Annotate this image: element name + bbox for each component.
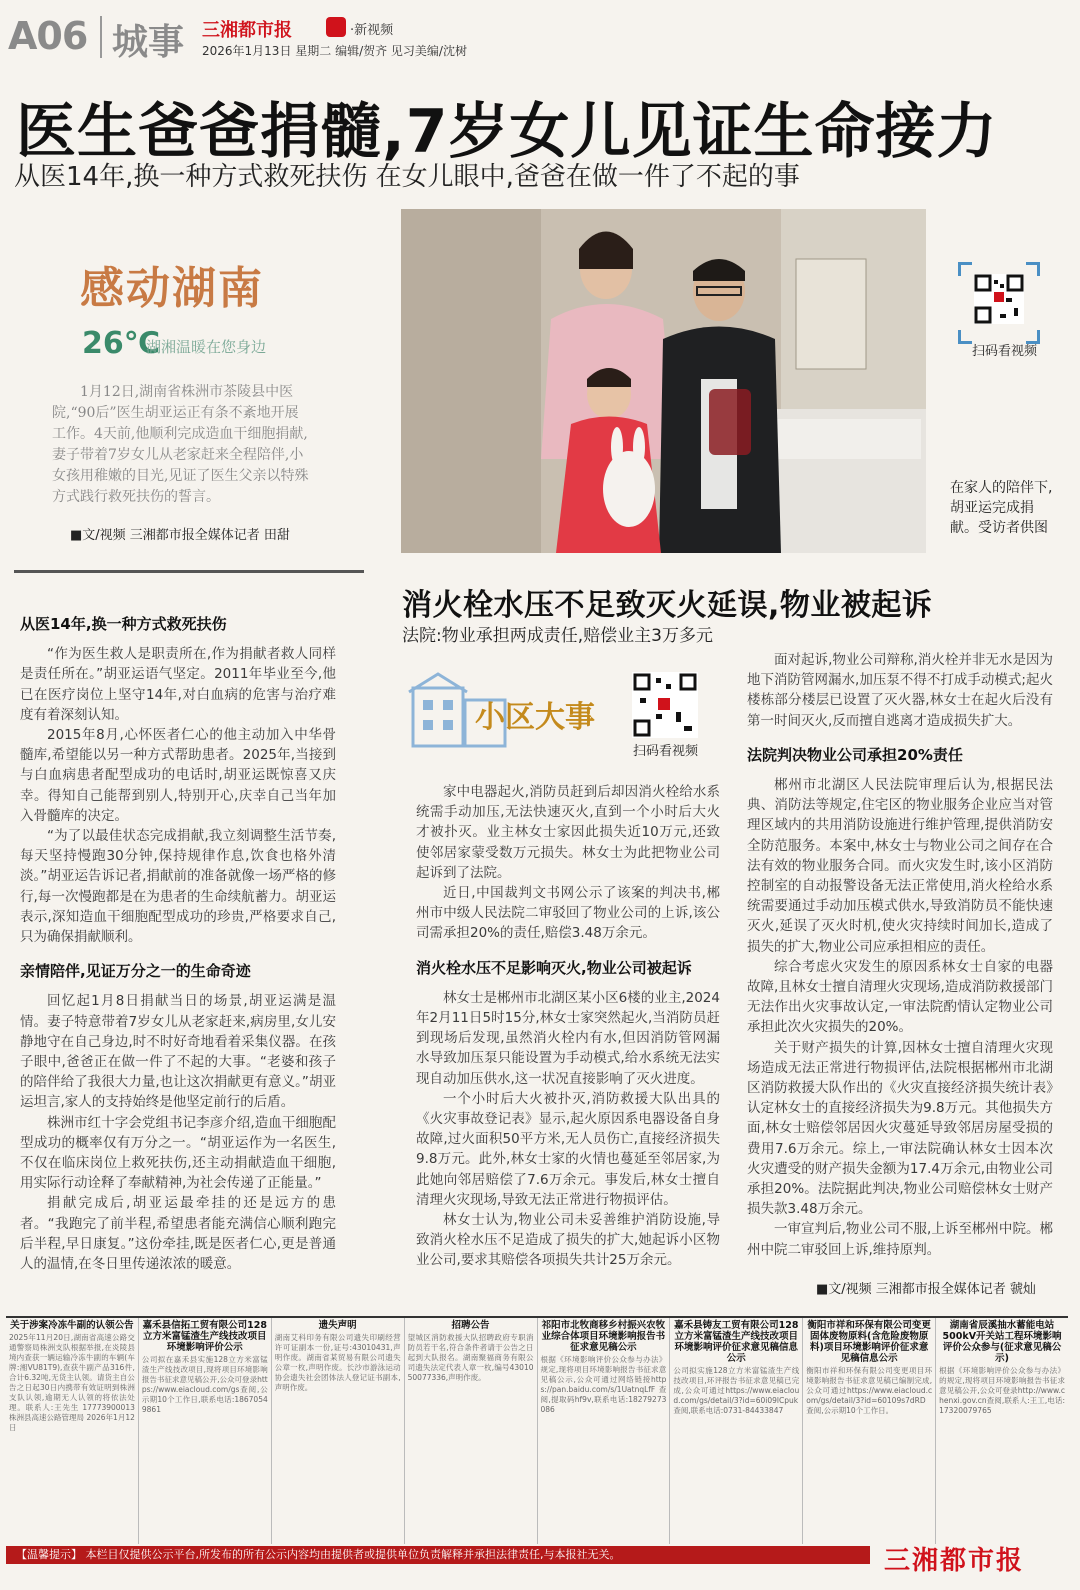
photo-caption: 在家人的陪伴下,胡亚运完成捐献。受访者供图 <box>950 480 1053 536</box>
paragraph: 郴州市北湖区人民法院审理后认为,根据民法典、消防法等规定,住宅区的物业服务企业应当对管理区域内的共用消防设施进行维护管理,提供消防安全防范服务。本案中,林女士与物业公司之间存在合法有效的物业服务合同。而火灾发生时,该小区消防控制室的自动报警设备无法正常使用,消火栓给水系统需要通过手动加压模式供水,导致消防员不能快速灭火,延误了灭火时机,使火灾持续时间加长,造成了损失的扩大,物业公司应承担相应的责任。 <box>747 777 1053 955</box>
section-title: 城事 <box>112 22 185 63</box>
classified-notice <box>272 1318 405 1544</box>
family-photo <box>401 209 926 553</box>
classified-body: 公司拟实施128立方米富锰渣生产线技改项目,环评报告书征求意见稿已完成,公众可通过https://www.eiacloud.com/gs/detail/3?id=60i09lCpuk查阅,联系电话:0731-84433847 <box>673 1366 800 1415</box>
subheading: 消火栓水压不足影响灭火,物业公司被起诉 <box>416 958 692 977</box>
classified-title: 湖南省辰溪抽水蓄能电站500kV开关站工程环境影响评价公众参与(征求意见稿公示) <box>942 1320 1062 1364</box>
paragraph: 林女士认为,物业公司未妥善维护消防设施,导致消火栓水压不足造成了损失的扩大,她起诉小区物业公司,要求其赔偿各项损失共计25万余元。 <box>416 1212 720 1269</box>
sub-headline: 从医14年,换一种方式救死扶伤 在女儿眼中,爸爸在做一件了不起的事 <box>14 162 800 192</box>
column-brand-title: 感动湖南 <box>80 263 264 314</box>
lead-paragraph: 1月12日,湖南省株洲市茶陵县中医院,“90后”医生胡亚运正有条不紊地开展工作。4天前,他顺利完成造血干细胞捐献,妻子带着7岁女儿从老家赶来全程陪伴,小女孩用稚嫩的目光,见证了医生父亲以特殊方式践行救死扶伤的誓言。 <box>52 384 309 505</box>
qr-code-icon[interactable] <box>958 262 1040 344</box>
column-brand-slogan: 湖湘温暖在您身边 <box>146 338 267 356</box>
classified-title: 嘉禾县信拓工贸有限公司128立方米富锰渣生产线技改项目环境影响评价公示 <box>142 1320 267 1353</box>
classified-body: 2025年11月20日,湖南省高速公路交通警察局株洲支队根据举报,在炎陵县境内查获一辆运输冷冻牛副的车辆(车牌:湘VU81T9),查获牛副产品316件,合计6.32吨,无货主认领。请货主自公告之日起30日内携带有效证明到株洲支队认领,逾期无人认领的将依法处理。联系人:王先生 17773900013 株洲县高速公路管理局 2026年1月12日 <box>9 1333 135 1432</box>
paragraph: 一审宣判后,物业公司不服,上诉至郴州中院。郴州中院二审驳回上诉,维持原判。 <box>747 1221 1053 1258</box>
column-rule <box>14 570 364 573</box>
left-article-body <box>20 614 336 1274</box>
article2-body-right <box>747 650 1053 1260</box>
qr-label: 扫码看视频 <box>972 344 1038 359</box>
classified-title: 遗失声明 <box>318 1320 357 1331</box>
column-brand-temperature: 26℃ <box>82 326 161 361</box>
article-headline: 消火栓水压不足致灭火延误,物业被起诉 <box>402 588 933 623</box>
masthead-divider <box>100 16 102 58</box>
classified-title: 衡阳市祥和环保有限公司变更固体废物原料(含危险废物原料)项目环境影响评价征求意见稿信息公示 <box>807 1320 931 1364</box>
article-subheadline: 法院:物业承担两成责任,赔偿业主3万多元 <box>402 626 713 646</box>
classified-body: 衡阳市祥和环保有限公司变更项目环境影响报告书征求意见稿已编制完成,公众可通过https://www.eiacloud.com/gs/detail/3?id=60109s7dRD查阅,公示期10个工作日。 <box>806 1366 933 1415</box>
classified-body: 公司拟在嘉禾县实施128立方米富锰渣生产线技改项目,现将项目环境影响报告书征求意见稿公开,公众可登录https://www.eiacloud.com/gs查阅,公示期10个工作日,联系电话:18670549861 <box>141 1355 268 1414</box>
paragraph: 株洲市红十字会党组书记李彦介绍,造血干细胞配型成功的概率仅有万分之一。“胡亚运作为一名医生,不仅在临床岗位上救死扶伤,还主动捐献造血干细胞,用实际行动诠释了奉献精神,为社会传递了正能量。” <box>20 1114 336 1192</box>
classified-notice <box>936 1318 1068 1544</box>
subheading: 亲情陪伴,见证万分之一的生命奇迹 <box>20 962 251 981</box>
community-column-brand <box>405 670 605 750</box>
paragraph: 2015年8月,心怀医者仁心的他主动加入中华骨髓库,希望能以另一种方式帮助患者。2025年,当接到与白血病患者配型成功的电话时,胡亚运既惊喜又庆幸。得知自己能帮到别人,特别开心,庆幸自己当年加入骨髓库的决定。 <box>20 727 336 824</box>
page-number: A06 <box>8 14 88 58</box>
paragraph: 面对起诉,物业公司辩称,消火栓并非无水是因为地下消防管网漏水,加压泵不得不打成手动模式;起火楼栋部分楼层已设置了灭火器,林女士在起火后没有第一时间灭火,反而擅自逃离才造成损失扩大。 <box>747 652 1053 729</box>
paper-brand: 三湘都市报 <box>202 20 292 41</box>
classified-title: 关于涉案冷冻牛副的认领公告 <box>10 1320 134 1331</box>
paragraph: 捐献完成后,胡亚运最牵挂的还是远方的患者。“我跑完了前半程,希望患者能充满信心顺利跑完后半程,早日康复。”这份牵挂,既是医者仁心,更是普通人的温情,在冬日里传递浓浓的暖意。 <box>20 1195 336 1273</box>
article2-body-middle <box>416 782 720 1271</box>
video-brand: ·新视频 <box>350 23 394 38</box>
paragraph: 近日,中国裁判文书网公示了该案的判决书,郴州市中级人民法院二审驳回了物业公司的上诉,该公司需承担20%的责任,赔偿3.48万余元。 <box>416 885 720 942</box>
community-column-title: 小区大事 <box>475 700 595 735</box>
paragraph: 林女士是郴州市北湖区某小区6楼的业主,2024年2月11日5时15分,林女士家突然起火,当消防员赶到现场后发现,虽然消火栓内有水,但因消防管网漏水导致加压泵只能设置为手动模式,给水系统无法实现自动加压供水,这一状况直接影响了灭火进度。 <box>416 989 720 1087</box>
classified-notice <box>670 1318 803 1544</box>
classified-body: 湖南艾科印务有限公司遗失印刷经营许可证副本一份,证号:43010431,声明作废。湖南省某贸易有限公司遗失公章一枚,声明作废。长沙市游泳运动协会遗失社会团体法人登记证书副本,声明作废。 <box>274 1333 401 1392</box>
classified-body: 根据《环境影响评价公众参与办法》的规定,现将项目环境影响报告书征求意见稿公开,公众可登录http://www.chenxi.gov.cn查阅,联系人:王工,电话:17320079765 <box>939 1366 1065 1415</box>
paragraph: 家中电器起火,消防员赶到后却因消火栓给水系统需手动加压,无法快速灭火,直到一个小时后大火才被扑灭。业主林女士家因此损失近10万元,还致使邻居家蒙受数万元损失。林女士为此把物业公司起诉到了法院。 <box>416 784 720 881</box>
newsapp-logo-icon <box>326 17 346 37</box>
qr-label: 扫码看视频 <box>633 744 699 759</box>
classified-title: 祁阳市北牧商移乡村振兴农牧业综合体项目环境影响报告书征求意见稿公示 <box>541 1320 666 1353</box>
classifieds-strip <box>6 1316 1068 1544</box>
disclaimer-banner: 【温馨提示】 本栏目仅提供公示平台,所发布的所有公示内容均由提供者或提供单位负责解释并承担法律责任,与本报社无关。 <box>6 1546 870 1564</box>
paragraph: 回忆起1月8日捐献当日的场景,胡亚运满是温情。妻子特意带着7岁女儿从老家赶来,病房里,女儿安静地守在自己身边,时不时好奇地看着采集仪器。在孩子眼中,爸爸正在做一件了不起的大事。“老婆和孩子的陪伴给了我很大力量,也让这次捐献更有意义。”胡亚运坦言,家人的支持始终是他坚定前行的后盾。 <box>20 993 336 1111</box>
classified-title: 嘉禾县铸友工贸有限公司128立方米富锰渣生产线技改项目环境影响评价征求意见稿信息公示 <box>674 1320 799 1364</box>
article2-byline: ■文/视频 三湘都市报全媒体记者 虢灿 <box>816 1282 1036 1297</box>
classified-notice <box>803 1318 936 1544</box>
classified-notice <box>139 1318 272 1544</box>
paragraph: “作为医生救人是职责所在,作为捐献者救人同样是责任所在。”胡亚运语气坚定。2011年毕业至今,他已在医疗岗位上坚守14年,对白血病的危害与治疗难度有着深刻认知。 <box>20 646 336 723</box>
paragraph: 关于财产损失的计算,因林女士擅自清理火灾现场造成无法正常进行物损评估,法院根据郴州市北湖区消防救援大队作出的《火灾直接经济损失统计表》认定林女士的直接经济损失为9.8万元。其他损失方面,林女士赔偿邻居因火灾蔓延导致邻居房屋受损的费用7.6万余元。综上,一审法院确认林女士因本次火灾遭受的财产损失金额为17.4万余元,由物业公司承担20%。法院据此判决,物业公司赔偿林女士财产损失款3.48万余元。 <box>747 1039 1053 1218</box>
subheading: 从医14年,换一种方式救死扶伤 <box>20 615 227 633</box>
subheading: 法院判决物业公司承担20%责任 <box>747 745 963 764</box>
classified-title: 招聘公告 <box>451 1320 490 1331</box>
classified-body: 根据《环境影响评价公众参与办法》规定,现将项目环境影响报告书征求意见稿公示,公众可通过网络链接https://pan.baidu.com/s/1UatnqLfF查阅,提取码hf9v,联系电话:18279273086 <box>540 1355 667 1414</box>
paragraph: 一个小时后大火被扑灭,消防救援大队出具的《火灾事故登记表》显示,起火原因系电器设备自身故障,过火面积50平方米,无人员伤亡,直接经济损失9.8万元。此外,林女士家的火情也蔓延至邻居家,为此她向邻居赔偿了7.6万余元。事发后,林女士擅自清理火灾现场,导致无法正常进行物损评估。 <box>416 1090 720 1208</box>
classified-notice <box>405 1318 538 1544</box>
footer-logo: 三湘都市报 <box>884 1546 1025 1576</box>
dateline: 2026年1月13日 星期二 编辑/贺齐 见习美编/沈树 <box>202 44 467 58</box>
classified-body: 望城区消防救援大队招聘政府专职消防员若干名,符合条件者请于公告之日起到大队报名。湖南聚福商务有限公司遗失法定代表人章一枚,编号4301050077336,声明作废。 <box>407 1333 534 1382</box>
qr-code-icon[interactable] <box>632 672 698 738</box>
lead-byline: ■文/视频 三湘都市报全媒体记者 田甜 <box>70 528 290 543</box>
classified-notice <box>538 1318 671 1544</box>
main-headline: 医生爸爸捐髓,7岁女儿见证生命接力 <box>16 97 998 167</box>
paragraph: “为了以最佳状态完成捐献,我立刻调整生活节奏,每天坚持慢跑30分钟,保持规律作息,饮食也格外清淡。”胡亚运告诉记者,捐献前的准备就像一场严格的修行,每一次慢跑都是在为患者的生命续航蓄力。胡亚运表示,深知造血干细胞配型成功的珍贵,严格要求自己,只为确保捐献顺利。 <box>20 828 336 946</box>
paragraph: 综合考虑火灾发生的原因系林女士自家的电器故障,且林女士擅自清理火灾现场,造成消防救援部门无法作出火灾事故认定,一审法院酌情认定物业公司承担此次火灾损失的20%。 <box>747 958 1053 1036</box>
classified-notice <box>6 1318 139 1544</box>
